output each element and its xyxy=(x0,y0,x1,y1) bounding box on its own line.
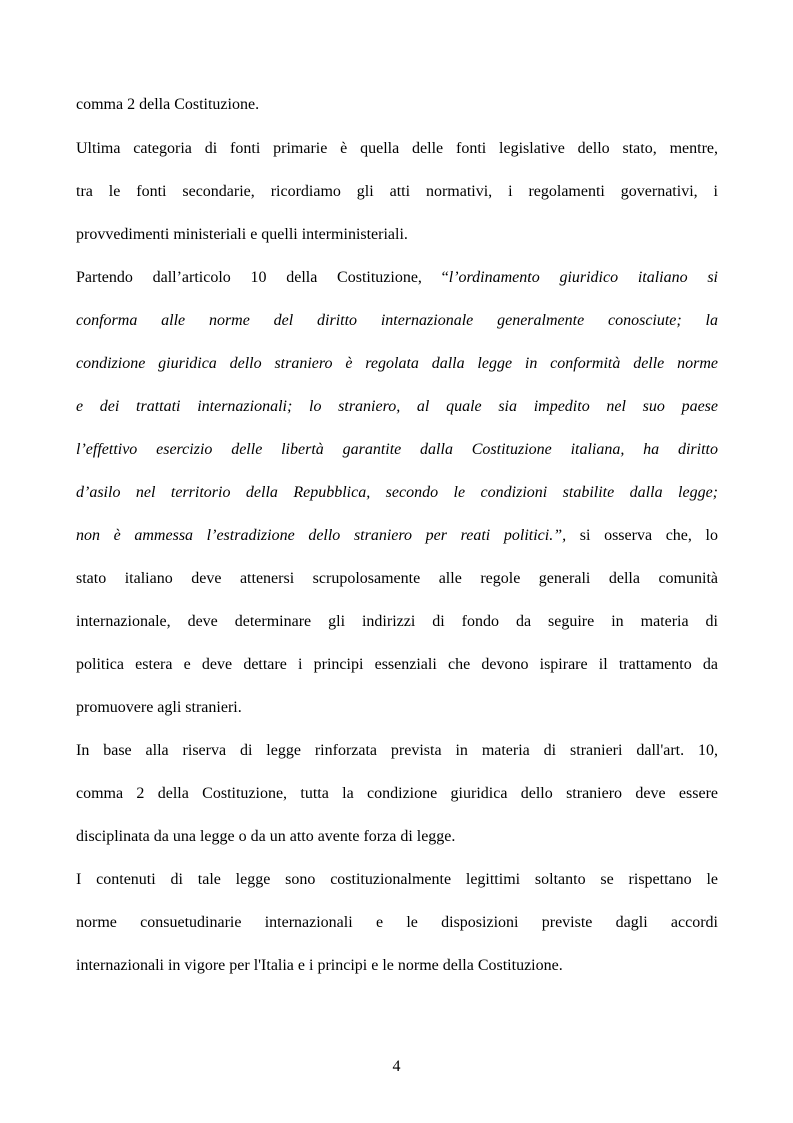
text-line xyxy=(76,956,718,976)
text-line xyxy=(76,182,718,202)
quote-segment: non è ammessa l’estradizione dello straniero per reati politici.”, xyxy=(76,527,567,544)
quote-segment: l’effettivo esercizio delle libertà garantite dalla Costituzione italiana, ha diritto xyxy=(76,441,718,458)
quote-segment: conforma alle norme del diritto internazionale generalmente conosciute; la xyxy=(76,312,718,329)
text-line xyxy=(76,569,718,589)
text-segment: comma 2 della Costituzione. xyxy=(76,96,260,113)
quote-line xyxy=(76,354,718,374)
text-line xyxy=(76,913,718,933)
quote-line xyxy=(76,483,718,503)
text-line xyxy=(76,827,718,847)
document-page xyxy=(76,0,718,1123)
text-line xyxy=(76,268,718,288)
text-line xyxy=(76,784,718,804)
text-segment: stato italiano deve attenersi scrupolosamente alle regole generali della comunità xyxy=(76,570,718,587)
text-line xyxy=(76,225,718,245)
text-segment: In base alla riserva di legge rinforzata prevista in materia di stranieri dall'art. 10, xyxy=(76,742,718,759)
quote-segment: condizione giuridica dello straniero è regolata dalla legge in conformità delle norme xyxy=(76,355,718,372)
text-segment: provvedimenti ministeriali e quelli interministeriali. xyxy=(76,226,408,243)
page-number: 4 xyxy=(392,1058,401,1075)
text-segment: tra le fonti secondarie, ricordiamo gli atti normativi, i regolamenti governativi, i xyxy=(76,183,718,200)
text-segment: comma 2 della Costituzione, tutta la condizione giuridica dello straniero deve essere xyxy=(76,785,718,802)
text-segment: Partendo dall’articolo 10 della Costituzione, “ xyxy=(76,269,449,286)
text-segment: internazionale, deve determinare gli indirizzi di fondo da seguire in materia di xyxy=(76,613,718,630)
text-segment: promuovere agli stranieri. xyxy=(76,699,242,716)
text-line xyxy=(76,655,718,675)
quote-segment: e dei trattati internazionali; lo straniero, al quale sia impedito nel suo paese xyxy=(76,398,718,415)
text-segment: I contenuti di tale legge sono costituzionalmente legittimi soltanto se rispettano le xyxy=(76,871,718,888)
text-line xyxy=(76,698,718,718)
text-line xyxy=(76,95,718,115)
text-line xyxy=(76,526,718,546)
quote-line xyxy=(76,311,718,331)
text-segment: politica estera e deve dettare i principi essenziali che devono ispirare il trattamento da xyxy=(76,656,718,673)
quote-segment: d’asilo nel territorio della Repubblica, secondo le condizioni stabilite dalla legge; xyxy=(76,484,718,501)
quote-line xyxy=(76,440,718,460)
text-segment: Ultima categoria di fonti primarie è quella delle fonti legislative dello stato, mentre, xyxy=(76,140,718,157)
text-line xyxy=(76,612,718,632)
quote-line xyxy=(76,397,718,417)
text-line xyxy=(76,741,718,761)
text-segment: disciplinata da una legge o da un atto avente forza di legge. xyxy=(76,828,456,845)
text-segment: si osserva che, lo xyxy=(566,527,718,544)
text-line xyxy=(76,870,718,890)
text-segment: internazionali in vigore per l'Italia e i principi e le norme della Costituzione. xyxy=(76,957,563,974)
text-line xyxy=(76,139,718,159)
text-segment: norme consuetudinarie internazionali e le disposizioni previste dagli accordi xyxy=(76,914,718,931)
quote-segment: l’ordinamento giuridico italiano si xyxy=(448,269,719,286)
